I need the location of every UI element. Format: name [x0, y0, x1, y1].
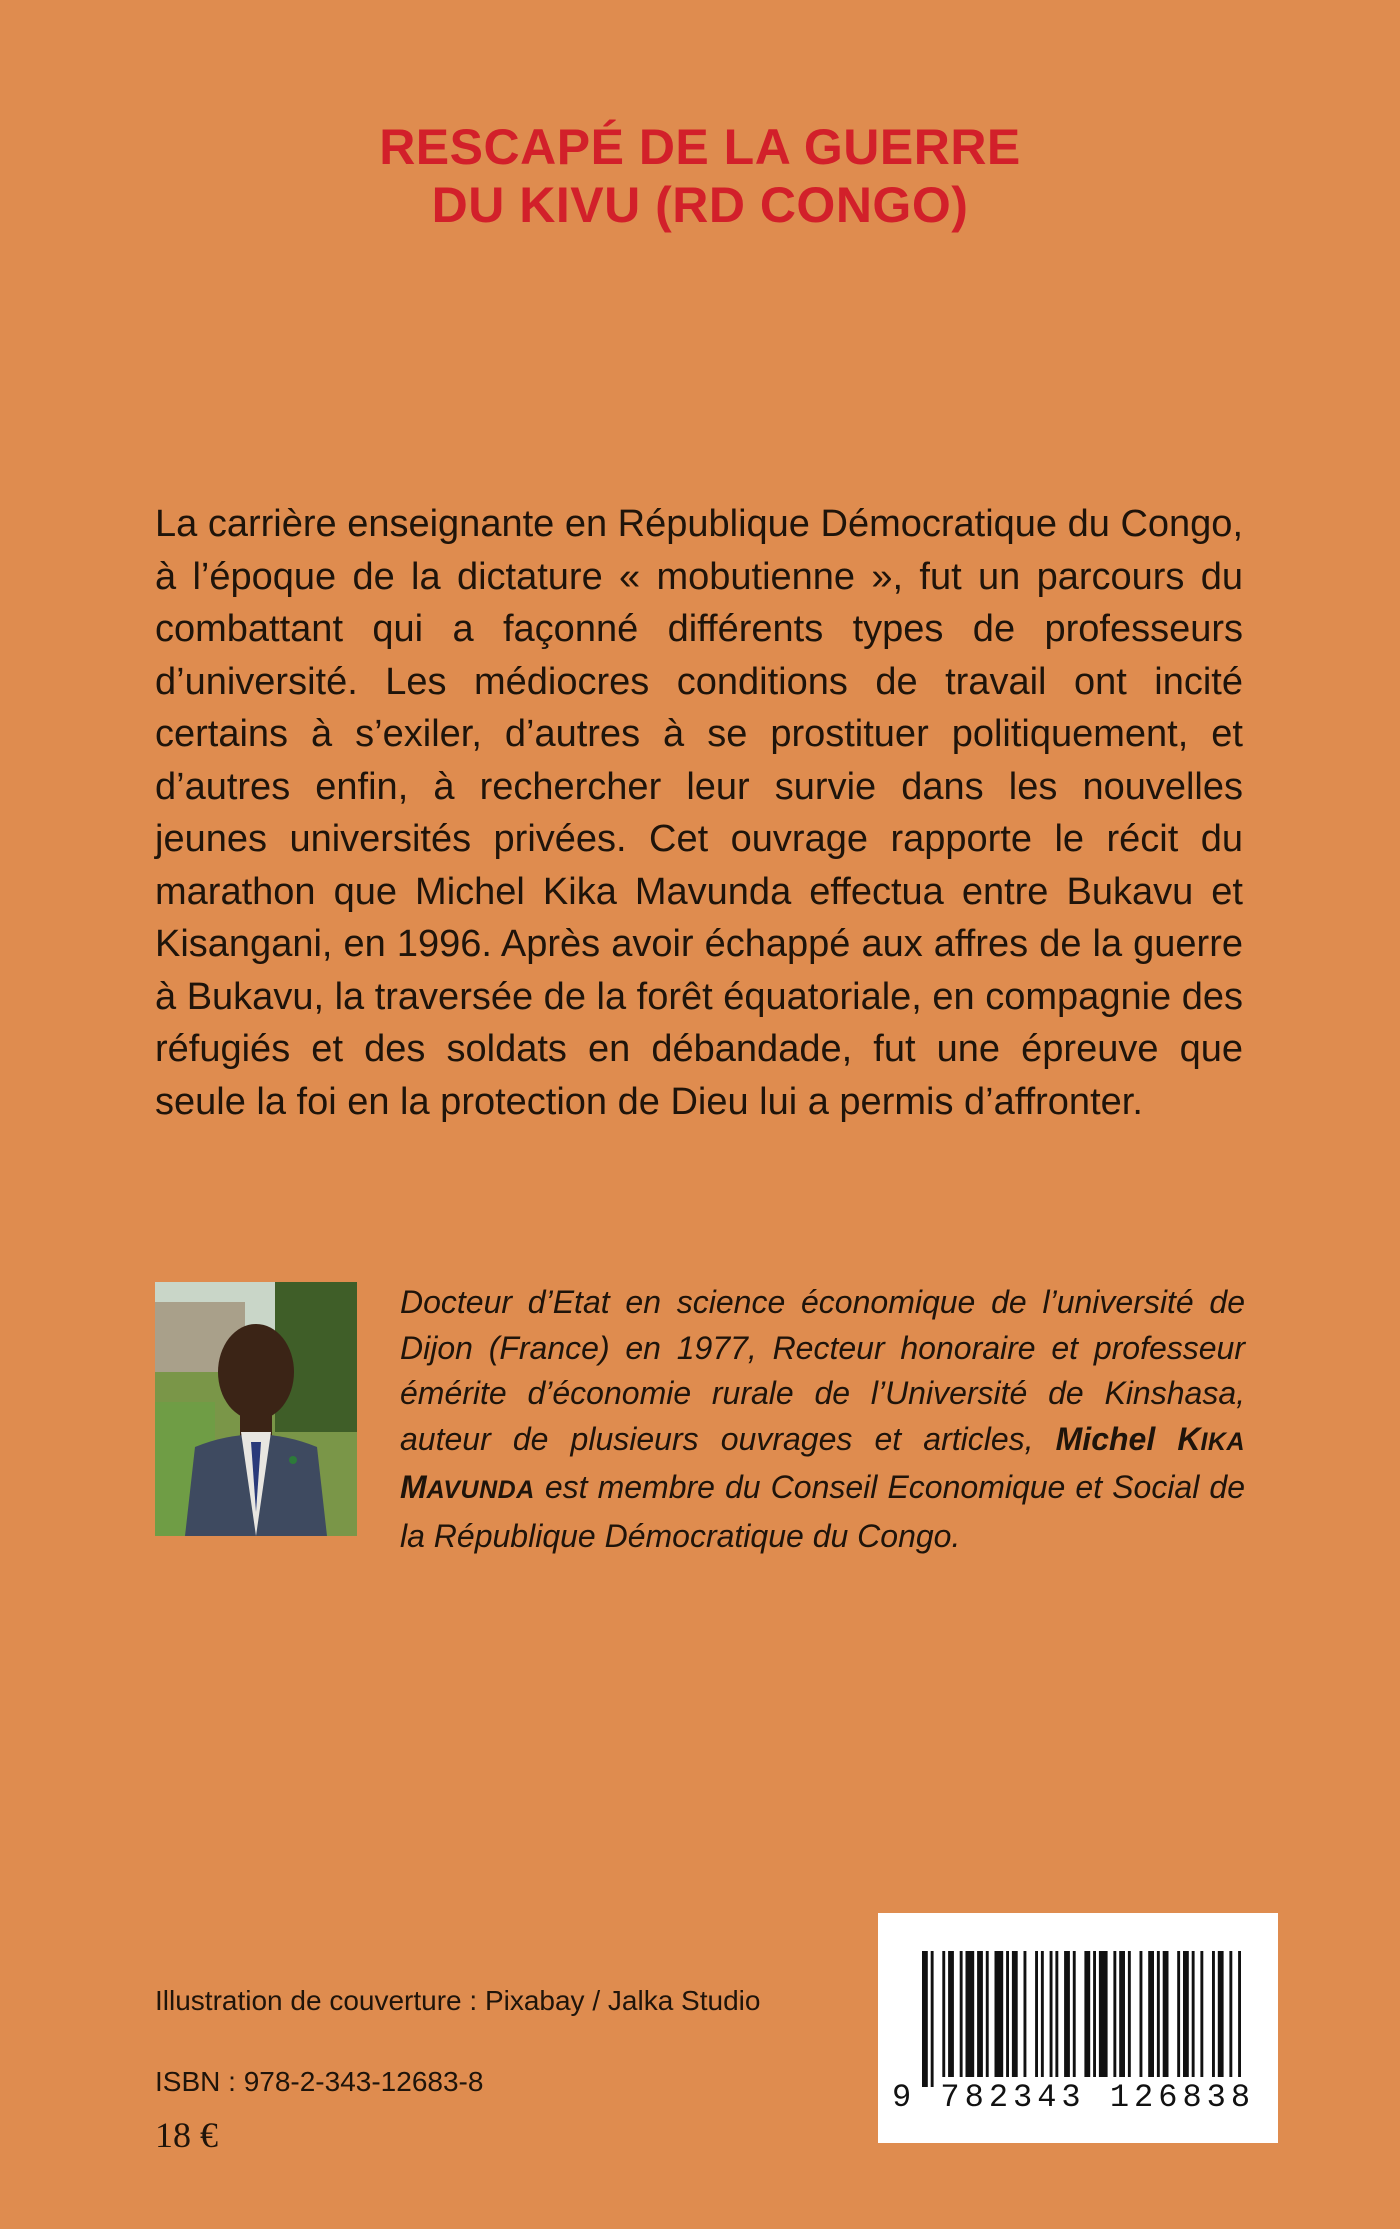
barcode-bar	[1183, 1951, 1189, 2077]
price: 18 €	[155, 2115, 218, 2155]
isbn: ISBN : 978-2-343-12683-8	[155, 2066, 484, 2097]
barcode-bar	[1024, 1951, 1027, 2077]
barcode-bar	[1119, 1951, 1125, 2077]
barcode-bar	[931, 1951, 934, 2087]
author-portrait-image	[155, 1282, 357, 1536]
barcode-bar	[1064, 1951, 1070, 2077]
barcode-bar	[1012, 1951, 1018, 2077]
barcode-bar	[1229, 1951, 1232, 2077]
barcode-bar	[1055, 1951, 1058, 2077]
author-lastname-initial: M	[400, 1469, 427, 1505]
barcode-digits: 9 782343 126838	[892, 2079, 1256, 2116]
cover-credit: Illustration de couverture : Pixabay / Jalka Studio	[155, 1985, 761, 2016]
author-photo	[155, 1282, 357, 1536]
author-bio-text: Docteur d’Etat en science économique de l’université de Dijon (France) en 1977, Recteur honoraire et professeur émérite d’économie rurale de l’Université de Kinshasa, auteur de plusieurs ouvrages et articles,	[400, 1284, 1245, 1457]
barcode-bar	[1041, 1951, 1044, 2077]
barcode-bar	[1163, 1951, 1169, 2077]
barcode-bar	[1177, 1951, 1180, 2077]
barcode-bar	[966, 1951, 975, 2077]
barcode-bar	[1148, 1951, 1154, 2077]
barcode-bar	[960, 1951, 963, 2077]
book-summary: La carrière enseignante en République Démocratique du Congo, à l’époque de la dictature « mobutienne », fut un parcours du combattant qui a façonné différents types de professeurs d’université. Les médiocres conditions de travail ont incité certains à s’exiler, d’autres à se prostituer politiquement, et d’autres enfin, à rechercher leur survie dans les nouvelles jeunes universités privées. Cet ouvrage rapporte le récit du marathon que Michel Kika Mavunda effectua entre Bukavu et Kisangani, en 1996. Après avoir échappé aux affres de la guerre à Bukavu, la traversée de la forêt équatoriale, en compagnie des réfugiés et des soldats en débandade, fut une épreuve que seule la foi en la protection de Dieu lui a permis d’affronter.	[155, 503, 1243, 1123]
author-bio-text-end: est membre du Conseil Economique et Social de la République Démocratique du Congo.	[400, 1469, 1245, 1554]
barcode-bar	[1084, 1951, 1090, 2077]
barcode-bar	[995, 1951, 1004, 2077]
barcode	[878, 1913, 1278, 2143]
author-surname-initial: K	[1177, 1420, 1201, 1457]
barcode-bar	[977, 1951, 983, 2077]
barcode-bar	[1218, 1951, 1224, 2077]
barcode-bar	[1157, 1951, 1160, 2077]
book-title-line-2: DU KIVU (RD CONGO)	[431, 177, 969, 233]
book-title-line-1: RESCAPÉ DE LA GUERRE	[379, 119, 1021, 175]
barcode-bar	[1113, 1951, 1116, 2077]
barcode-bar	[1212, 1951, 1215, 2077]
barcode-bar	[1006, 1951, 1009, 2077]
barcode-bar	[986, 1951, 989, 2077]
barcode-bar	[1238, 1951, 1241, 2077]
author-surname-rest: IKA	[1200, 1427, 1246, 1456]
barcode-bar	[942, 1951, 945, 2077]
barcode-bar	[1093, 1951, 1096, 2077]
barcode-bar	[1140, 1951, 1143, 2077]
barcode-bar	[1200, 1951, 1203, 2077]
barcode-bar	[1073, 1951, 1076, 2077]
barcode-bar	[948, 1951, 954, 2077]
barcode-bar	[1099, 1951, 1108, 2077]
author-first-name: Michel	[1055, 1420, 1156, 1457]
barcode-bar	[1035, 1951, 1038, 2077]
author-lastname-rest: AVUNDA	[426, 1476, 535, 1504]
author-bio	[400, 1280, 1245, 1559]
barcode-bar	[1192, 1951, 1195, 2077]
barcode-bar	[1050, 1951, 1053, 2077]
book-title	[0, 118, 1400, 234]
barcode-bar	[922, 1951, 928, 2087]
barcode-bar	[1128, 1951, 1131, 2077]
